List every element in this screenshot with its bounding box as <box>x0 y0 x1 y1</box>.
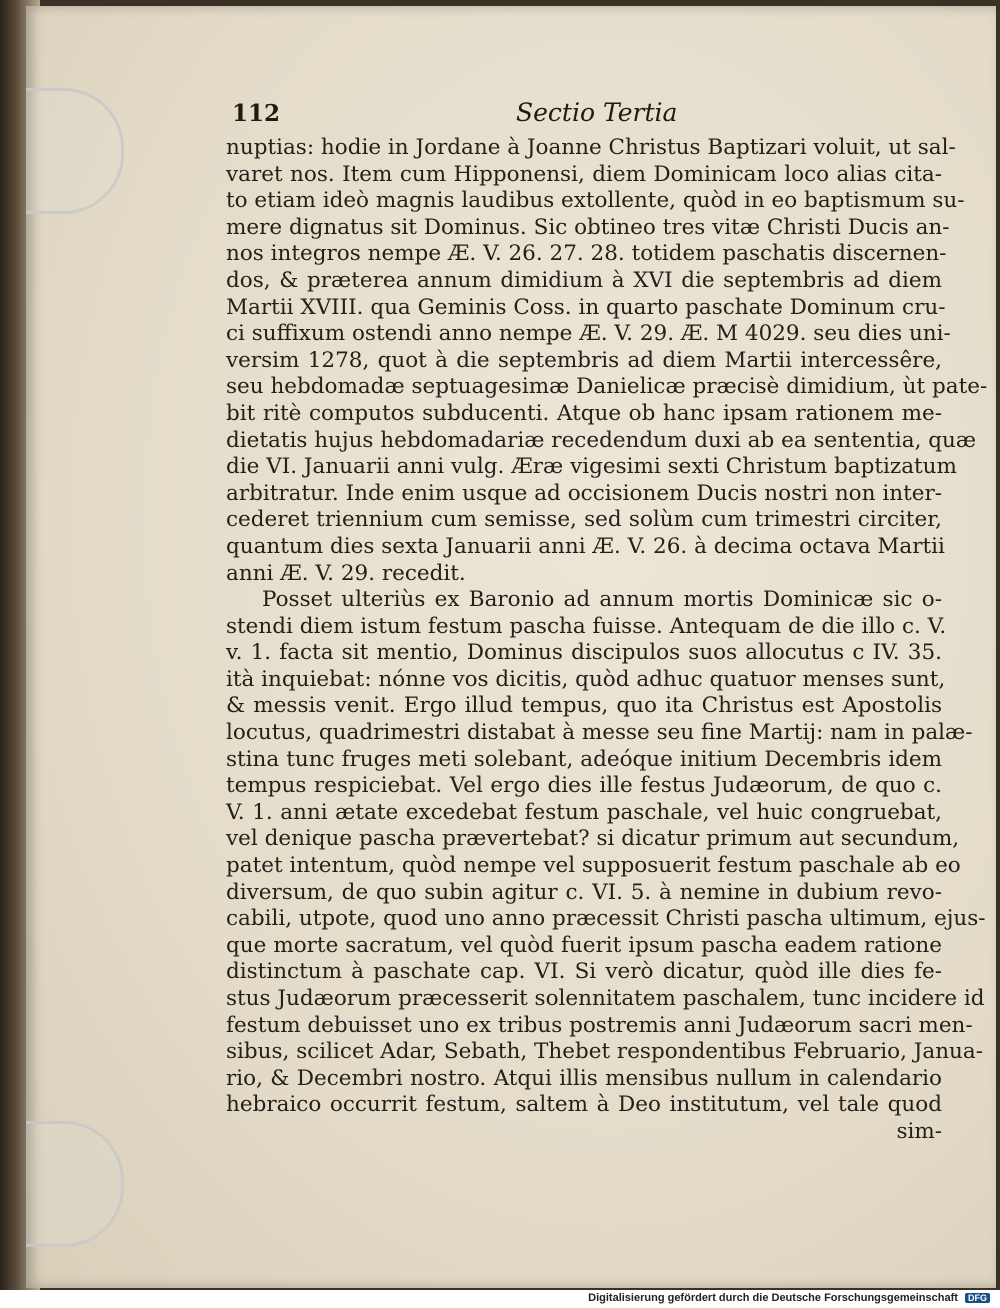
dfg-logo-icon: DFG <box>965 1293 990 1303</box>
text-line: to etiam ideò magnis laudibus extollente, quòd in eo baptismum su- <box>226 188 965 214</box>
text-line: stus Judæorum præcesserit solennitatem paschalem, tunc incidere id <box>226 986 985 1011</box>
text-line: die VI. Januarii anni vulg. Æræ vigesimi sexti Christum baptizatum <box>226 454 957 480</box>
text-line: seu hebdomadæ septuagesimæ Danielicæ præcisè dimidium, ùt pate- <box>226 374 988 400</box>
text-line: quantum dies sexta Januarii anni Æ. V. 26. à decima octava Martii <box>226 533 945 559</box>
body-text <box>226 135 988 1146</box>
text-line: vel denique pascha prævertebat? si dicatur primum aut secundum, <box>226 826 960 852</box>
text-line: diversum, de quo subin agitur c. VI. 5. à nemine in dubium revo- <box>226 879 942 905</box>
text-line: stina tunc fruges meti solebant, adeóque initium Decembris idem <box>226 746 942 772</box>
text-line: cabili, utpote, quod uno anno præcessit Christi pascha ultimum, ejus- <box>226 906 986 932</box>
text-line: distinctum à paschate cap. VI. Si verò dicatur, quòd ille dies fe- <box>226 959 942 985</box>
funding-text: Digitalisierung gefördert durch die Deutsche Forschungsgemeinschaft <box>588 1292 958 1304</box>
text-line: mere dignatus sit Dominus. Sic obtineo tres vitæ Christi Ducis an- <box>226 214 950 240</box>
text-line: sibus, scilicet Adar, Sebath, Thebet respondentibus Februario, Janua- <box>226 1039 983 1065</box>
text-line: patet intentum, quòd nempe vel supposuerit festum paschale ab eo <box>226 853 961 879</box>
text-line: ci suffixum ostendi anno nempe Æ. V. 29. Æ. M 4029. seu dies uni- <box>226 321 951 347</box>
text-line: V. 1. anni ætate excedebat festum paschale, vel huic congruebat, <box>226 799 942 825</box>
text-line: & messis venit. Ergo illud tempus, quo ita Christus est Apostolis <box>226 693 942 719</box>
text-line: stendi diem istum festum pascha fuisse. Antequam de die illo c. V. <box>226 613 947 639</box>
text-line: anni Æ. V. 29. recedit. <box>226 560 466 586</box>
text-line: hebraico occurrit festum, saltem à Deo institutum, vel tale quod <box>226 1092 942 1118</box>
text-line: Martii XVIII. qua Geminis Coss. in quarto paschate Dominum cru- <box>226 294 946 320</box>
text-line: bit ritè computos subducenti. Atque ob hanc ipsam rationem me- <box>226 400 942 426</box>
text-line: v. 1. facta sit mentio, Dominus discipulos suos allocutus c IV. 35. <box>226 640 942 666</box>
page-clip-top <box>26 88 124 214</box>
page-header <box>232 100 952 132</box>
text-line: dietatis hujus hebdomadariæ recedendum duxi ab ea sententia, quæ <box>226 427 977 453</box>
text-line: que morte sacratum, vel quòd fuerit ipsum pascha eadem ratione <box>226 932 942 958</box>
text-line: nuptias: hodie in Jordane à Joanne Christus Baptizari voluit, ut sal- <box>226 135 956 160</box>
page-number: 112 <box>232 100 281 127</box>
text-line: arbitratur. Inde enim usque ad occisionem Ducis nostri non inter- <box>226 480 942 506</box>
funding-footer <box>588 1292 990 1304</box>
text-line: locutus, quadrimestri distabat à messe seu fine Martij: nam in palæ- <box>226 720 973 746</box>
text-line: dos, & præterea annum dimidium à XVI die septembris ad diem <box>226 267 942 293</box>
page-clip-bottom <box>26 1121 124 1247</box>
text-line: nos integros nempe Æ. V. 26. 27. 28. totidem paschatis discernen- <box>226 241 947 267</box>
text-line: tempus respiciebat. Vel ergo dies ille festus Judæorum, de quo c. <box>226 773 942 799</box>
running-head: Sectio Tertia <box>516 98 678 127</box>
text-line: varet nos. Item cum Hipponensi, diem Dominicam loco alias cita- <box>226 161 942 187</box>
text-line: Posset ulteriùs ex Baronio ad annum mortis Dominicæ sic o- <box>262 587 942 613</box>
text-line: cederet triennium cum semisse, sed solùm cum trimestri circiter, <box>226 507 942 533</box>
catchword: sim- <box>896 1118 942 1144</box>
text-line: versim 1278, quot à die septembris ad diem Martii intercessêre, <box>226 347 942 373</box>
text-line: rio, & Decembri nostro. Atqui illis mensibus nullum in calendario <box>226 1065 942 1091</box>
text-line: ità inquiebat: nónne vos dicitis, quòd adhuc quatuor menses sunt, <box>226 666 946 692</box>
text-line: festum debuisset uno ex tribus postremis anni Judæorum sacri men- <box>226 1012 973 1038</box>
